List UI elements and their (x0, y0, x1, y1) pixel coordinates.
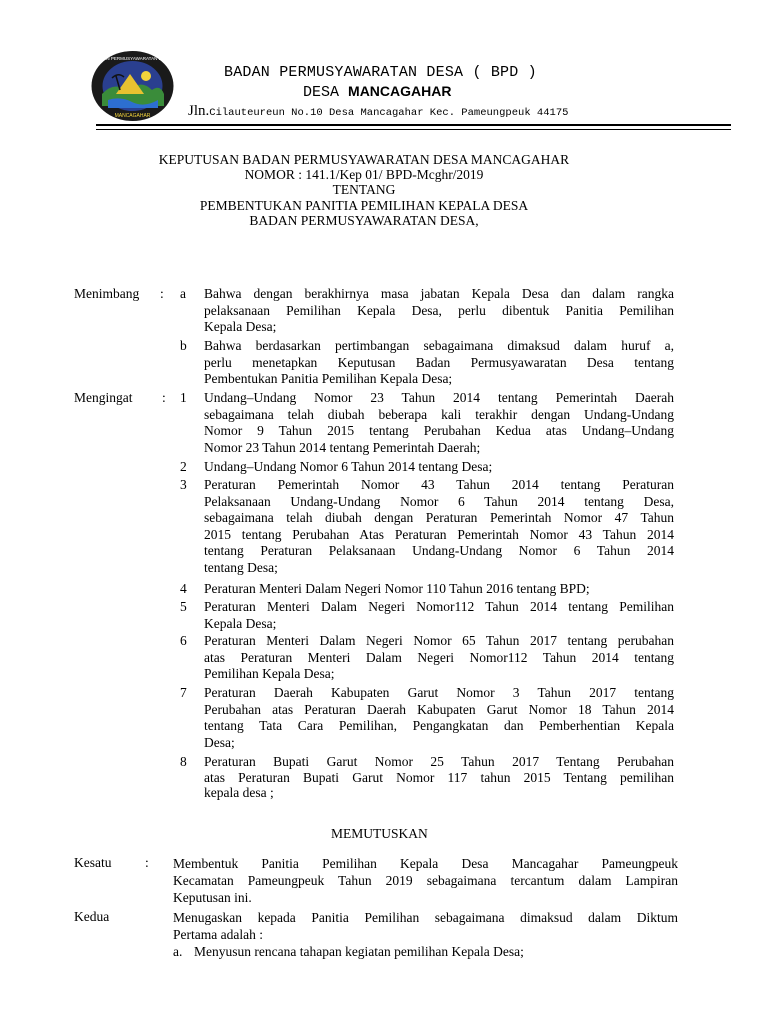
mengingat-item-1-num: 1 (180, 390, 187, 405)
text-line: Membentuk Panitia Pemilihan Kepala Desa Mancagahar Pameungpeuk (173, 856, 678, 871)
memutuskan-heading: MEMUTUSKAN (331, 826, 428, 841)
mengingat-item-3 (204, 477, 674, 576)
text-line: Pelaksanaan Undang-Undang Nomor 6 Tahun 2014 tentang Desa, (204, 493, 674, 509)
address-text: Cilauteureun No.10 Desa Mancagahar Kec. Pameungpeuk 44175 (209, 107, 569, 119)
menimbang-item-a-num: a (180, 286, 186, 301)
letterhead-rule-thick (96, 124, 731, 126)
mengingat-label: Mengingat (74, 390, 133, 405)
logo-bottom-text: MANCAGAHAR (114, 113, 151, 119)
text-line: Peraturan Daerah Kabupaten Garut Nomor 3 Tahun 2017 tentang (204, 685, 674, 700)
kesatu-text (173, 855, 678, 906)
mengingat-item-5-num: 5 (180, 599, 187, 614)
text-line: Bahwa dengan berakhirnya masa jabatan Kepala Desa dan dalam rangka (204, 286, 674, 301)
mengingat-item-2 (204, 459, 674, 476)
kedua-sub-a-text: Menyusun rencana tahapan kegiatan pemilihan Kepala Desa; (194, 944, 524, 959)
menimbang-colon: : (160, 286, 164, 301)
text-line: Menugaskan kepada Panitia Pemilihan sebagaimana dimaksud dalam Diktum (173, 910, 678, 925)
text-line: Desa; (204, 734, 235, 750)
mengingat-item-3-num: 3 (180, 477, 187, 492)
letterhead-rule-thin (96, 129, 731, 130)
mengingat-item-7-num: 7 (180, 685, 187, 700)
menimbang-item-a (204, 286, 674, 336)
text-line: tentang Peraturan Pelaksanaan Undang-Undang Nomor 6 Tahun 2014 (204, 543, 674, 558)
text-line: Undang–Undang Nomor 6 Tahun 2014 tentang Desa; (204, 459, 493, 474)
kesatu-colon: : (145, 855, 149, 870)
mengingat-item-5 (204, 599, 674, 632)
text-line: Bahwa berdasarkan pertimbangan sebagaimana dimaksud dalam huruf a, (204, 338, 674, 353)
text-line: Peraturan Bupati Garut Nomor 25 Tahun 2017 Tentang Perubahan (204, 754, 674, 769)
mengingat-item-6 (204, 633, 674, 683)
text-line: Nomor 9 Tahun 2015 tentang Perubahan Kedua atas Undang–Undang (204, 423, 674, 438)
mengingat-item-2-num: 2 (180, 459, 187, 474)
text-line: Keputusan ini. (173, 890, 252, 905)
text-line: sebagaimana telah diubah dengan Peraturan Pemerintah Nomor 47 Tahun (204, 510, 674, 525)
mengingat-colon: : (162, 390, 166, 405)
menimbang-item-b-num: b (180, 338, 187, 353)
text-line: atas Peraturan Bupati Garut Nomor 117 tahun 2015 Tentang pemilihan (204, 769, 674, 785)
mengingat-item-1 (204, 390, 674, 456)
text-line: Perubahan atas Peraturan Daerah Kabupaten Garut Nomor 18 Tahun 2014 (204, 701, 674, 717)
mengingat-item-7 (204, 685, 674, 751)
text-line: sebagaimana telah diubah beberapa kali terakhir dengan Undang-Undang (204, 406, 674, 422)
text-line: tentang Desa; (204, 559, 278, 575)
text-line: kepala desa ; (204, 785, 274, 800)
bpd-logo (90, 50, 175, 122)
text-line: tentang Tata Cara Pemilihan, Pengangkatan dan Pemberhentian Kepala (204, 718, 674, 733)
decree-title: KEPUTUSAN BADAN PERMUSYAWARATAN DESA MANCAGAHAR (158, 152, 570, 167)
text-line: perlu menetapkan Keputusan Badan Permusyawaratan Desa tentang (204, 354, 674, 370)
mengingat-item-4 (204, 581, 674, 598)
letterhead-subtitle (303, 83, 451, 101)
text-line: pelaksanaan Pemilihan Kepala Desa, perlu dibentuk Panitia Pemilihan (204, 302, 674, 318)
text-line: Pertama adalah : (173, 927, 263, 942)
text-line: Kecamatan Pameungpeuk Tahun 2019 sebagaimana tercantum dalam Lampiran (173, 873, 678, 888)
logo-arc-text: BADAN PERMUSYAWARATAN DESA (94, 56, 171, 61)
mengingat-item-4-num: 4 (180, 581, 187, 596)
text-line: Undang–Undang Nomor 23 Tahun 2014 tentang Pemerintah Daerah (204, 390, 674, 405)
text-line: Peraturan Menteri Dalam Negeri Nomor 110 Tahun 2016 tentang BPD; (204, 581, 590, 596)
kedua-label: Kedua (74, 909, 110, 924)
letterhead-address (188, 102, 568, 120)
text-line: atas Peraturan Menteri Dalam Negeri Nomor112 Tahun 2014 tentang (204, 649, 674, 665)
menimbang-label: Menimbang (74, 286, 140, 301)
text-line: Kepala Desa; (204, 615, 277, 631)
kedua-sub-a-num: a. (173, 944, 183, 959)
text-line: Peraturan Menteri Dalam Negeri Nomor112 Tahun 2014 tentang Pemilihan (204, 599, 674, 614)
decree-number: NOMOR : 141.1/Kep 01/ BPD-Mcghr/2019 (244, 167, 484, 182)
decree-subject: PEMBENTUKAN PANITIA PEMILIHAN KEPALA DESA (199, 198, 529, 213)
text-line: Peraturan Pemerintah Nomor 43 Tahun 2014 tentang Peraturan (204, 477, 674, 492)
text-line: Peraturan Menteri Dalam Negeri Nomor 65 Tahun 2017 tentang perubahan (204, 633, 674, 648)
subtitle-prefix: DESA (303, 84, 340, 101)
text-line: 2015 tentang Perubahan Atas Peraturan Pemerintah Nomor 43 Tahun 2014 (204, 526, 674, 542)
text-line: Kepala Desa; (204, 319, 277, 334)
kedua-text (173, 909, 678, 943)
village-name: MANCAGAHAR (348, 83, 452, 99)
decree-issuer: BADAN PERMUSYAWARATAN DESA, (249, 213, 479, 228)
decree-about: TENTANG (332, 182, 396, 197)
mengingat-item-8 (204, 754, 674, 801)
address-prefix: Jln. (188, 103, 210, 119)
text-line: Pemilihan Kepala Desa; (204, 666, 335, 681)
mengingat-item-8-num: 8 (180, 754, 187, 769)
text-line: Nomor 23 Tahun 2014 tentang Pemerintah Daerah; (204, 439, 481, 455)
kesatu-label: Kesatu (74, 855, 112, 870)
menimbang-item-b (204, 338, 674, 388)
letterhead-title: BADAN PERMUSYAWARATAN DESA ( BPD ) (224, 64, 537, 81)
mengingat-item-6-num: 6 (180, 633, 187, 648)
text-line: Pembentukan Panitia Pemilihan Kepala Desa; (204, 371, 453, 386)
